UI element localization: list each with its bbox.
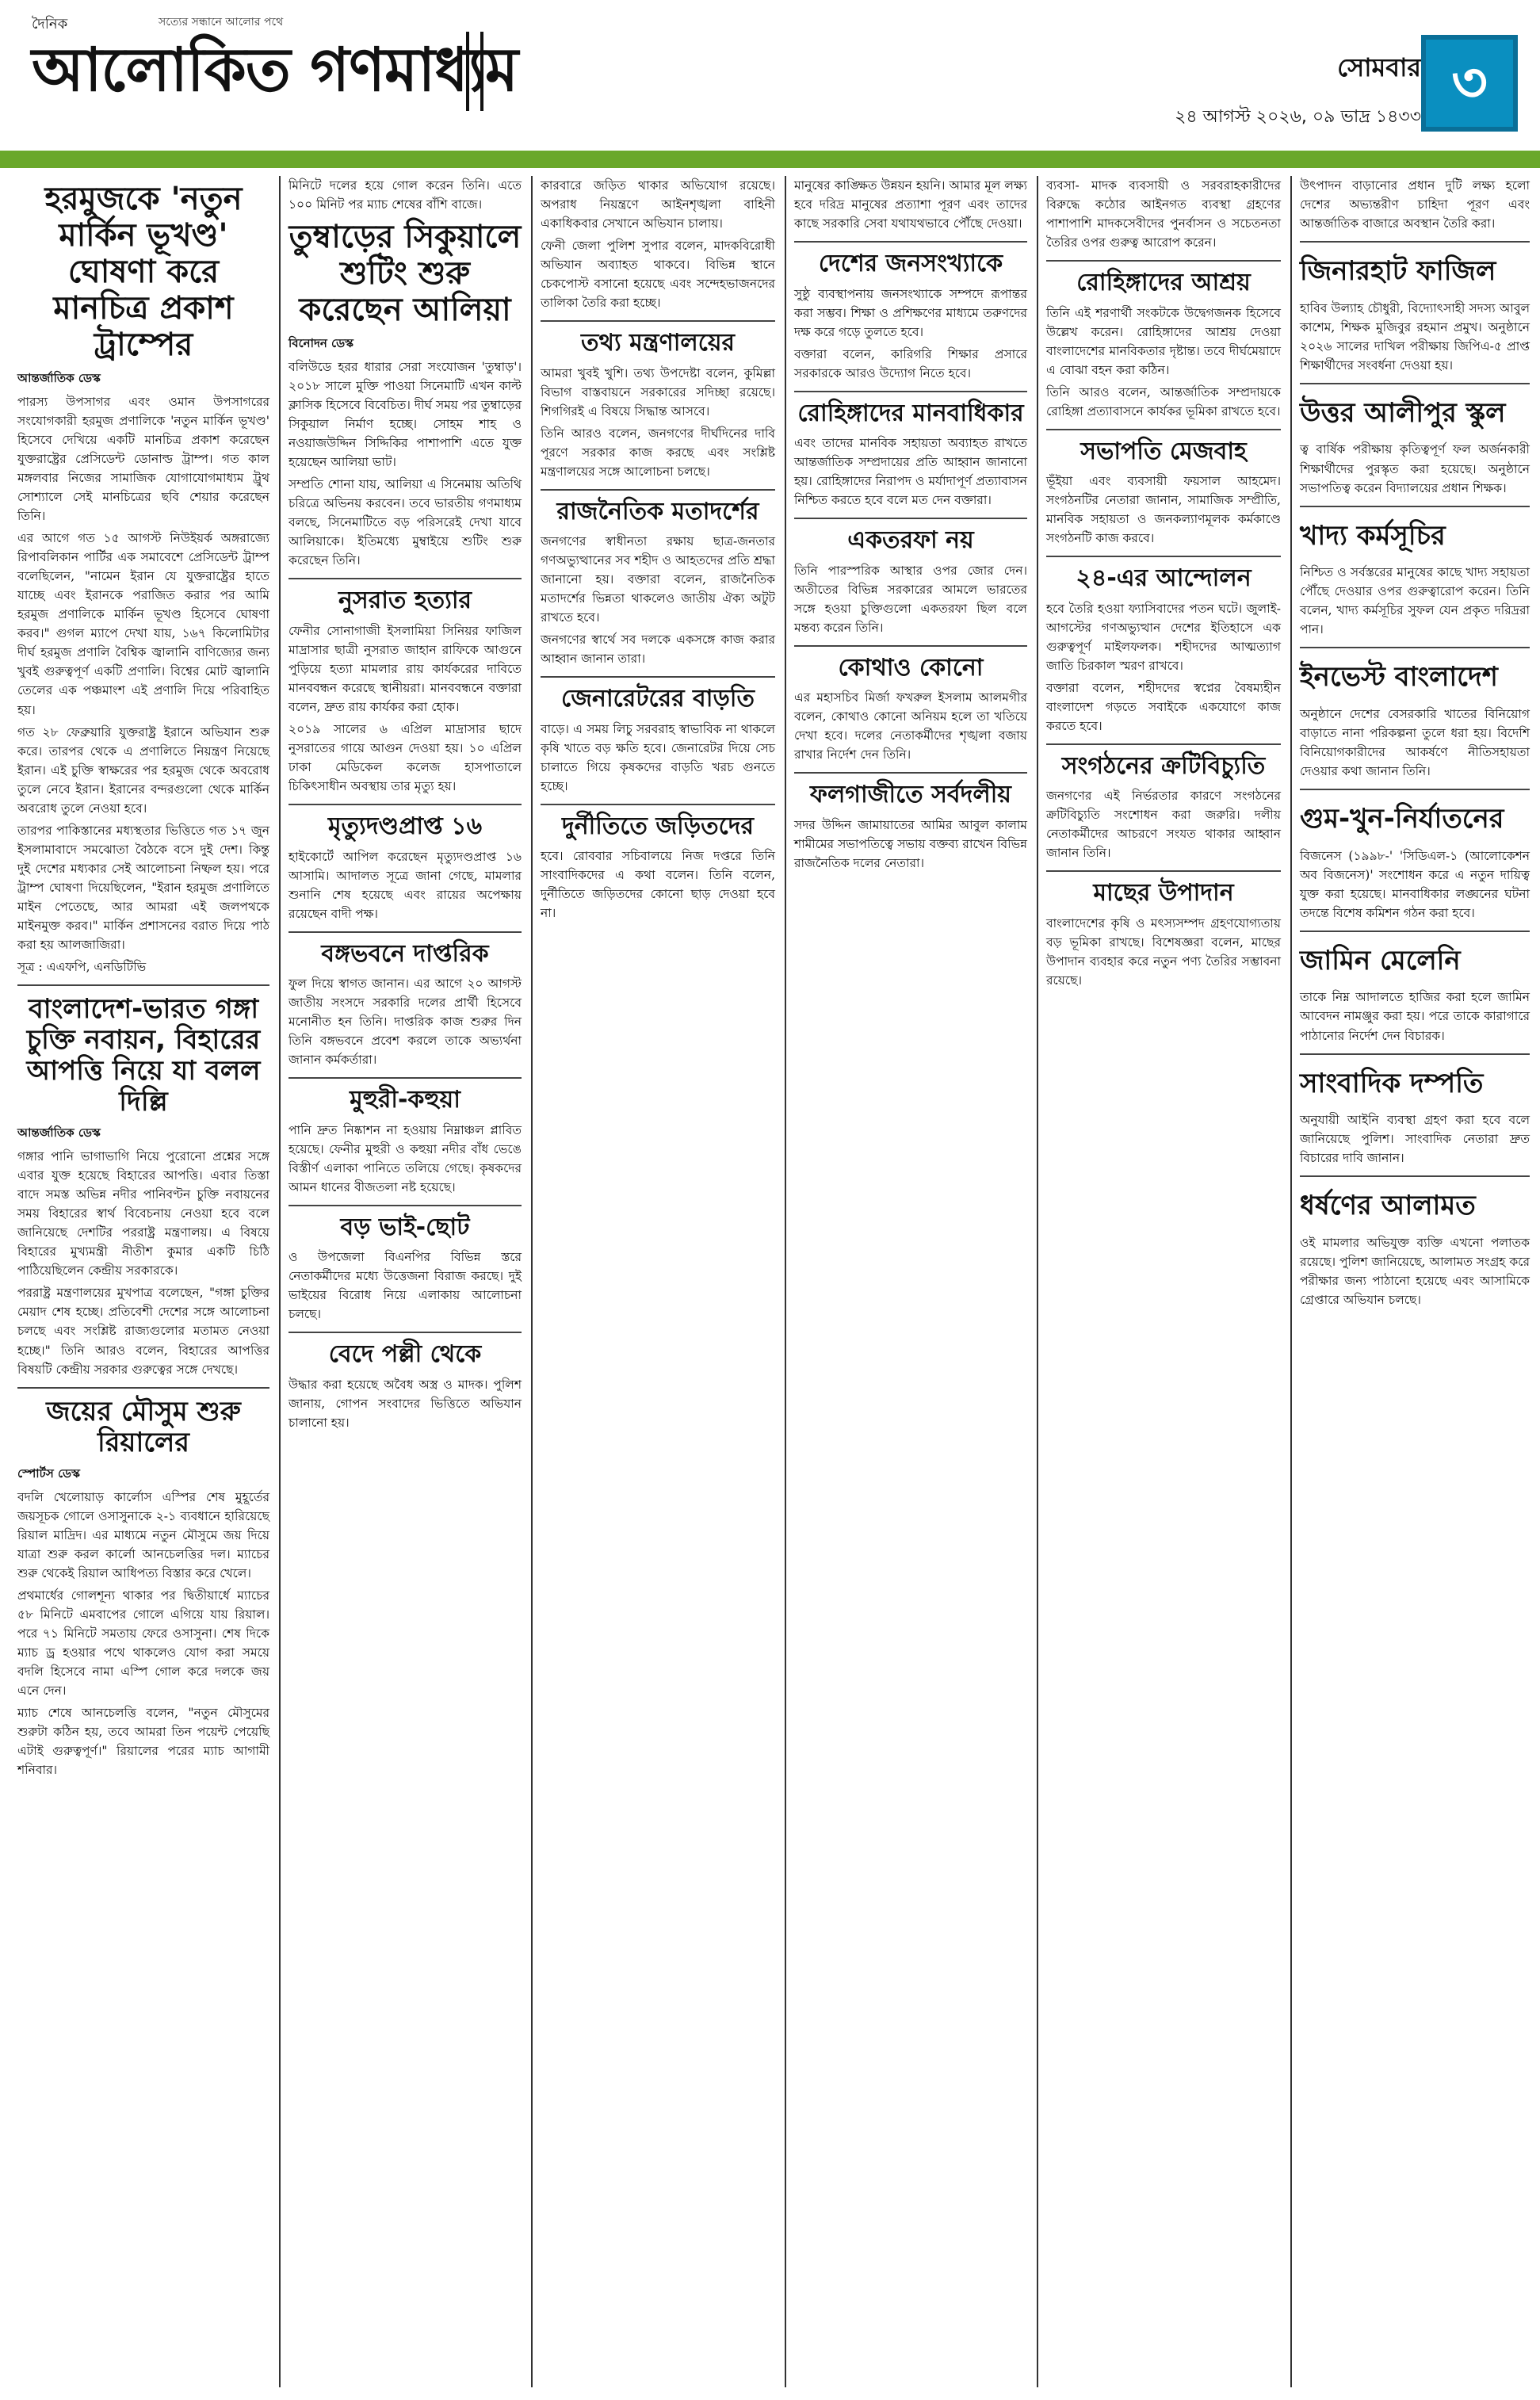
masthead	[0, 0, 1540, 154]
headline-info-ministry: তথ্য মন্ত্রণালয়ের	[581, 329, 735, 357]
article-paragraph: বক্তারা বলেন, শহীদদের স্বপ্নের বৈষম্যহীন বাংলাদেশ গড়তে সবাইকে একযোগে কাজ করতে হবে।	[1046, 680, 1281, 733]
divider	[794, 241, 1027, 243]
article-paragraph: সম্প্রতি শোনা যায়, আলিয়া এ সিনেমায় অতিথি চরিত্রে অভিনয় করবেন। তবে ভারতীয় গণমাধ্যম বলছে, সিনেমাটিতে বড় পরিসরেই দেখা যাবে আলিয়াকে। ইতিমধ্যে মুম্বাইয়ে শুটিং শুরু করেছেন তিনি।	[289, 477, 522, 568]
article-paragraph: তিনি আরও বলেন, জনগণের দীর্ঘদিনের দাবি পূরণে সরকার কাজ করছে এবং সংশ্লিষ্ট মন্ত্রণালয়ের সঙ্গে আলোচনা চলছে।	[541, 426, 775, 479]
headline-population: দেশের জনসংখ্যাকে	[818, 250, 1003, 278]
article-paragraph: ব্যবসা- মাদক ব্যবসায়ী ও সরবরাহকারীদের বিরুদ্ধে কঠোর আইনগত ব্যবস্থা গ্রহণের পাশাপাশি মাদকসেবীদের পুনর্বাসন ও সচেতনতা তৈরির ওপর গুরুত্ব আরোপ করেন।	[1046, 178, 1281, 250]
masthead-tagline: সত্যের সন্ধানে আলোর পথে	[159, 16, 284, 29]
article-paragraph: অনুযায়ী আইনি ব্যবস্থা গ্রহণ করা হবে বলে জানিয়েছে পুলিশ। সাংবাদিক নেতারা দ্রুত বিচারের দাবি জানান।	[1300, 1113, 1530, 1166]
column-5	[1046, 176, 1281, 993]
headline-bangabhaban: বঙ্গভবনে দাপ্তরিক	[321, 939, 489, 968]
headline-organization-faults: সংগঠনের ক্রটিবিচ্যুতি	[1061, 751, 1266, 780]
article-paragraph: গত ২৮ ফেব্রুয়ারি যুক্তরাষ্ট্র ইরানে অভিযান শুরু করে। তারপর থেকে এ প্রণালিতে নিয়ন্ত্রণ নিয়েছে ইরান। এই চুক্তি স্বাক্ষরের পর হরমুজ থেকে অবরোধ তুলে নেবে ইরান। ইরানের বন্দরগুলো থেকে মার্কিন অবরোধ তুলে নেওয়া হবে।	[17, 724, 269, 816]
headline-bede-palli: বেদে পল্লী থেকে	[328, 1340, 482, 1369]
column-2	[289, 176, 522, 1435]
divider	[541, 320, 775, 322]
column-rule	[531, 176, 533, 2387]
article-paragraph: জনগণের স্বার্থে সব দলকে একসঙ্গে কাজ করার আহ্বান জানান তারা।	[541, 632, 775, 667]
divider	[1046, 260, 1281, 262]
divider	[289, 1205, 522, 1206]
headline-enforced-disappearance: গুম-খুন-নির্যাতনের	[1300, 803, 1504, 835]
divider	[289, 1332, 522, 1333]
article-paragraph: নিশ্চিত ও সর্বস্তরের মানুষের কাছে খাদ্য সহায়তা পৌঁছে দেওয়ার ওপর গুরুত্বারোপ করেন। তিনি বলেন, খাদ্য কর্মসূচির সুফল যেন প্রকৃত দরিদ্ররা পান।	[1300, 565, 1530, 637]
article-paragraph: বিজনেস (১৯৯৮-' 'সিডিএল-১ (আলোকেশন অব বিজনেস)' সংশোধন করে এ নতুন দায়িত্ব যুক্ত করা হয়েছে। মানবাধিকার লঙ্ঘনের ঘটনা তদন্তে বিশেষ কমিশন গঠন করা হবে।	[1300, 848, 1530, 920]
headline-24-movement: ২৪-এর আন্দোলন	[1076, 564, 1251, 593]
divider	[1300, 383, 1530, 384]
divider	[289, 931, 522, 933]
accent-bar	[0, 151, 1540, 168]
article-paragraph: সুষ্ঠু ব্যবস্থাপনায় জনসংখ্যাকে সম্পদে রূপান্তর করা সম্ভব। শিক্ষা ও প্রশিক্ষণের মাধ্যমে তরুণদের দক্ষ করে গড়ে তুলতে হবে।	[794, 286, 1027, 339]
article-paragraph: ওই মামলার অভিযুক্ত ব্যক্তি এখনো পলাতক রয়েছে। পুলিশ জানিয়েছে, আলামত সংগ্রহ করে পরীক্ষার জন্য পাঠানো হয়েছে এবং আসামিকে গ্রেপ্তারে অভিযান চলছে।	[1300, 1235, 1530, 1307]
divider	[1046, 743, 1281, 745]
headline-fish-ingredients: মাছের উপাদান	[1093, 879, 1234, 908]
divider	[1300, 1053, 1530, 1055]
divider	[1046, 429, 1281, 430]
divider	[1300, 506, 1530, 507]
column-rule	[1037, 176, 1038, 2387]
headline-food-program: খাদ্য কর্মসূচির	[1300, 519, 1446, 552]
headline-generator: জেনারেটরের বাড়তি	[561, 685, 755, 713]
headline-rohingya-rights: রোহিঙ্গাদের মানবাধিকার	[797, 399, 1024, 427]
headline-journalist-couple: সাংবাদিক দম্পতি	[1300, 1067, 1484, 1099]
article-paragraph: বদলি খেলোয়াড় কার্লোস এস্পির শেষ মুহূর্তের জয়সূচক গোলে ওসাসুনাকে ২-১ ব্যবধানে হারিয়েছে রিয়াল মাদ্রিদ। এর মাধ্যমে নতুন মৌসুমে জয় দিয়ে যাত্রা শুরু করল কার্লো আনচেলত্তির দল। ম্যাচের শুরু থেকেই রিয়াল আধিপত্য বিস্তার করে খেলে।	[17, 1489, 269, 1581]
article-paragraph: বক্তারা বলেন, কারিগরি শিক্ষার প্রসারে সরকারকে আরও উদ্যোগ নিতে হবে।	[794, 346, 1027, 380]
article-paragraph: উদ্ধার করা হয়েছে অবৈধ অস্ত্র ও মাদক। পুলিশ জানায়, গোপন সংবাদের ভিত্তিতে অভিযান চালানো হয়।	[289, 1377, 522, 1430]
headline-invest-bangladesh: ইনভেস্ট বাংলাদেশ	[1300, 661, 1498, 694]
divider	[17, 1387, 269, 1389]
article-paragraph: বাড়ে। এ সময় লিচু সরবরাহ স্বাভাবিক না থাকলে কৃষি খাতে বড় ক্ষতি হবে। জেনারেটর দিয়ে সেচ চালাতে গিয়ে কৃষকদের বাড়তি খরচ গুনতে হচ্ছে।	[541, 721, 775, 793]
column-rule	[785, 176, 786, 2387]
divider	[289, 1077, 522, 1079]
article-paragraph: এর আগে গত ১৫ আগস্ট নিউইয়র্ক অঙ্গরাজ্যে রিপাবলিকান পার্টির এক সমাবেশে প্রেসিডেন্ট ট্রাম্প বলেছিলেন, "নামেন ইরান যে যুক্তরাষ্ট্রের হাতে যাচ্ছে এবং ইরানকে পরাজিত করার পর আমি হরমুজ প্রণালিকে মার্কিন ভূখণ্ড হিসেবে ঘোষণা করব।" গুগল ম্যাপে দেখা যায়, ১৬৭ কিলোমিটার দীর্ঘ হরমুজ প্রণালি বৈশ্বিক জ্বালানি বাণিজ্যের জন্য খুবই গুরুত্বপূর্ণ একটি প্রণালি। বিশ্বের মোট জ্বালানি তেলের এক পঞ্চমাংশ এই প্রণালি দিয়ে পরিবাহিত হয়।	[17, 531, 269, 717]
headline-nusrat: নুসরাত হত্যার	[338, 587, 472, 615]
headline-jinarhat: জিনারহাট ফাজিল	[1300, 255, 1496, 288]
headline-rohingya-shelter: রোহিঙ্গাদের আশ্রয়	[1076, 269, 1251, 297]
desk-label: স্পোর্টস ডেস্ক	[17, 1466, 80, 1481]
divider	[794, 772, 1027, 774]
article-paragraph: মিনিটে দলের হয়ে গোল করেন তিনি। এতে ১০০ মিনিট পর ম্যাচ শেষের বাঁশি বাজে।	[289, 178, 522, 212]
headline-fulgazi: ফলগাজীতে সর্বদলীয়	[810, 781, 1011, 809]
masthead-small-label: দৈনিক	[32, 16, 68, 32]
article-paragraph: ও উপজেলা বিএনপির বিভিন্ন স্তরে নেতাকর্মীদের মধ্যে উত্তেজনা বিরাজ করছে। দুই ভাইয়ের বিরোধ নিয়ে এলাকায় আলোচনা চলছে।	[289, 1250, 522, 1322]
column-rule	[279, 176, 281, 2387]
headline-corruption: দুর্নীতিতে জড়িতদের	[561, 812, 755, 840]
column-6	[1300, 176, 1530, 1313]
article-paragraph: হবে। রোববার সচিবালয়ে নিজ দপ্তরে তিনি সাংবাদিকদের এ কথা বলেন। তিনি বলেন, দুর্নীতিতে জড়িতদের কোনো ছাড় দেওয়া হবে না।	[541, 849, 775, 921]
issue-day: সোমবার	[1337, 52, 1421, 82]
headline-tumbbad: তুম্বাড়ের সিকুয়ালে শুটিং শুরু করেছেন আলিয়া	[289, 219, 522, 329]
desk-label: বিনোদন ডেস্ক	[289, 336, 353, 351]
headline-one-sided: একতরফা নয়	[847, 526, 974, 555]
divider	[1300, 241, 1530, 243]
article-paragraph: বলিউডে হরর ধারার সেরা সংযোজন 'তুম্বাড়'। ২০১৮ সালে মুক্তি পাওয়া সিনেমাটি এখন কাল্ট ক্লাসিক হিসেবে বিবেচিত। দীর্ঘ সময় পর তুম্বাড়ের সিকুয়াল নির্মাণ হচ্ছে। সোহম শাহ ও নওয়াজউদ্দিন সিদ্দিকির পাশাপাশি এতে যুক্ত হয়েছেন আলিয়া ভাট।	[289, 360, 522, 470]
divider	[794, 391, 1027, 392]
article-paragraph: ফুল দিয়ে স্বাগত জানান। এর আগে ২০ আগস্ট জাতীয় সংসদে সরকারি দলের প্রার্থী হিসেবে মনোনীত হন তিনি। দাপ্তরিক কাজ শুরুর দিন তিনি বঙ্গভবনে প্রবেশ করলে তাকে অভ্যর্থনা জানান কর্মকর্তারা।	[289, 976, 522, 1068]
article-paragraph: কারবারে জড়িত থাকার অভিযোগ রয়েছে। অপরাধ নিয়ন্ত্রণে আইনশৃঙ্খলা বাহিনী একাধিকবার সেখানে অভিযান চালায়।	[541, 178, 775, 231]
column-1	[17, 176, 269, 1783]
article-paragraph: আমরা খুবই খুশি। তথ্য উপদেষ্টা বলেন, কুমিল্লা বিভাগ বাস্তবায়নে সরকারের সদিচ্ছা রয়েছে। শিগগিরই এ বিষয়ে সিদ্ধান্ত আসবে।	[541, 365, 775, 418]
divider	[1300, 789, 1530, 790]
page-number: ৩	[1421, 35, 1518, 132]
column-4	[794, 176, 1027, 876]
article-paragraph: ত্ব বার্ষিক পরীক্ষায় কৃতিত্বপূর্ণ ফল অর্জনকারী শিক্ষার্থীদের পুরস্কৃত করা হয়েছে। অনুষ্ঠানে সভাপতিত্ব করেন বিদ্যালয়ের প্রধান শিক্ষক।	[1300, 442, 1530, 495]
divider	[1300, 647, 1530, 648]
headline-hormuz: হরমুজকে 'নতুন মার্কিন ভূখণ্ড' ঘোষণা করে মানচিত্র প্রকাশ ট্রাম্পের	[44, 181, 243, 363]
article-paragraph: তিনি এই শরণার্থী সংকটকে উদ্বেগজনক হিসেবে উল্লেখ করেন। রোহিঙ্গাদের আশ্রয় দেওয়া বাংলাদেশের মানবিকতার দৃষ্টান্ত। তবে দীর্ঘমেয়াদে এ বোঝা বহন করা কঠিন।	[1046, 305, 1281, 377]
article-paragraph: পররাষ্ট্র মন্ত্রণালয়ের মুখপাত্র বলেছেন, "গঙ্গা চুক্তির মেয়াদ শেষ হচ্ছে। প্রতিবেশী দেশের সঙ্গে আলোচনা চলছে এবং সংশ্লিষ্ট রাজ্যগুলোর মতামত নেওয়া হচ্ছে।" তিনি আরও বলেন, বিহারের আপত্তির বিষয়টি কেন্দ্রীয় সরকার গুরুত্বের সঙ্গে দেখছে।	[17, 1286, 269, 1377]
desk-label: আন্তর্জাতিক ডেস্ক	[17, 1125, 101, 1141]
article-paragraph: জনগণের স্বাধীনতা রক্ষায় ছাত্র-জনতার গণঅভ্যুত্থানের সব শহীদ ও আহতদের প্রতি শ্রদ্ধা জানানো হয়। বক্তারা বলেন, রাজনৈতিক মতাদর্শের ভিন্নতা থাকলেও জাতীয় ঐক্য অটুট রাখতে হবে।	[541, 534, 775, 625]
article-paragraph: মানুষের কাঙ্ক্ষিত উন্নয়ন হয়নি। আমার মূল লক্ষ্য হবে দরিদ্র মানুষের প্রত্যাশা পূরণ এবং তাদের কাছে সরকারি সেবা যথাযথভাবে পৌঁছে দেওয়া।	[794, 178, 1027, 231]
article-paragraph: হাইকোর্টে আপিল করেছেন মৃত্যুদণ্ডপ্রাপ্ত ১৬ আসামি। আদালত সূত্রে জানা গেছে, মামলার শুনানি শেষ হয়েছে এবং রায়ের অপেক্ষায় রয়েছেন বাদী পক্ষ।	[289, 849, 522, 921]
headline-nowhere: কোথাও কোনো	[838, 653, 984, 682]
article-paragraph: প্রথমার্ধের গোলশূন্য থাকার পর দ্বিতীয়ার্ধে ম্যাচের ৫৮ মিনিটে এমবাপের গোলে এগিয়ে যায় রিয়াল। পরে ৭১ মিনিটে সমতায় ফেরে ওসাসুনা। শেষ দিকে ম্যাচ ড্র হওয়ার পথে থাকলেও যোগ করা সময়ে বদলি হিসেবে নামা এস্পি গোল করে দলকে জয় এনে দেন।	[17, 1588, 269, 1699]
divider	[1046, 870, 1281, 872]
article-paragraph: এর মহাসচিব মির্জা ফখরুল ইসলাম আলমগীর বলেন, কোথাও কোনো অনিয়ম হলে তা খতিয়ে দেখা হবে। দলের নেতাকর্মীদের শৃঙ্খলা বজায় রাখার নির্দেশ দেন তিনি।	[794, 690, 1027, 762]
article-paragraph: তারপর পাকিস্তানের মধ্যস্থতার ভিত্তিতে গত ১৭ জুন ইসলামাবাদে সমঝোতা বৈঠকে বসে দুই দেশ। কিন্তু দুই দেশের মধ্যকার সেই আলোচনা নিষ্ফল হয়। পরে ট্রাম্প ঘোষণা দিয়েছিলেন, "ইরান হরমুজ প্রণালিতে মাইন পেতেছে, আর আমরা এই জলপথকে মাইনমুক্ত করব।" মার্কিন প্রশাসনের বরাত দিয়ে পাঠ করা হয় আলজাজিরা।	[17, 823, 269, 952]
divider	[1300, 1175, 1530, 1177]
column-rule	[1290, 176, 1292, 2387]
article-paragraph: ফেনী জেলা পুলিশ সুপার বলেন, মাদকবিরোধী অভিযান অব্যাহত থাকবে। বিভিন্ন স্থানে চেকপোস্ট বসানো হয়েছে এবং সন্দেহভাজনদের তালিকা তৈরি করা হচ্ছে।	[541, 239, 775, 311]
divider	[541, 489, 775, 491]
newspaper-title: আলোকিত গণমাধ্যম	[32, 34, 518, 105]
masthead-divider	[466, 32, 483, 111]
article-source: সূত্র : এএফপি, এনডিটিভি	[17, 959, 147, 974]
headline-ganges-treaty: বাংলাদেশ-ভারত গঙ্গা চুক্তি নবায়ন, বিহারের আপত্তি নিয়ে যা বলল দিল্লি	[26, 992, 261, 1118]
column-3	[541, 176, 775, 926]
headline-political-ideology: রাজনৈতিক মতাদর্শের	[556, 497, 759, 525]
headline-muhuri: মুহুরী-কহুয়া	[350, 1086, 460, 1114]
issue-date: ২৪ আগস্ট ২০২৬, ০৯ ভাদ্র ১৪৩৩	[1175, 107, 1421, 127]
article-paragraph: বাংলাদেশের কৃষি ও মৎস্যসম্পদ গ্রহণযোগ্যতায় বড় ভূমিকা রাখছে। বিশেষজ্ঞরা বলেন, মাছের উপাদান ব্যবহার করে নতুন পণ্য তৈরির সম্ভাবনা রয়েছে।	[1046, 915, 1281, 988]
article-paragraph: ২০১৯ সালের ৬ এপ্রিল মাদ্রাসার ছাদে নুসরাতের গায়ে আগুন দেওয়া হয়। ১০ এপ্রিল ঢাকা মেডিকেল কলেজ হাসপাতালে চিকিৎসাধীন অবস্থায় তার মৃত্যু হয়।	[289, 722, 522, 794]
article-paragraph: ফেনীর সোনাগাজী ইসলামিয়া সিনিয়র ফাজিল মাদ্রাসার ছাত্রী নুসরাত জাহান রাফিকে আগুনে পুড়িয়ে হত্যা মামলার রায় কার্যকরের দাবিতে মানববন্ধন করেছে স্থানীয়রা। মানববন্ধনে বক্তারা বলেন, দ্রুত রায় কার্যকর করা হোক।	[289, 623, 522, 715]
divider	[17, 984, 269, 986]
article-paragraph: উৎপাদন বাড়ানোর প্রধান দুটি লক্ষ্য হলো দেশের অভ্যন্তরীণ চাহিদা পূরণ এবং আন্তর্জাতিক বাজারে অবস্থান তৈরি করা।	[1300, 178, 1530, 231]
article-paragraph: তাকে নিম্ন আদালতে হাজির করা হলে জামিন আবেদন নামঞ্জুর করা হয়। পরে তাকে কারাগারে পাঠানোর নির্দেশ দেন বিচারক।	[1300, 990, 1530, 1043]
article-paragraph: অনুষ্ঠানে দেশের বেসরকারি খাতের বিনিয়োগ বাড়াতে নানা পরিকল্পনা তুলে ধরা হয়। বিদেশি বিনিয়োগকারীদের আকর্ষণে নীতিসহায়তা দেওয়ার কথা জানান তিনি।	[1300, 706, 1530, 779]
desk-label: আন্তর্জাতিক ডেস্ক	[17, 371, 101, 385]
article-paragraph: ভূঁইয়া এবং ব্যবসায়ী ফয়সাল আহমেদ। সংগঠনটির নেতারা জানান, সামাজিক সম্প্রীতি, মানবিক সহায়তা ও জনকল্যাণমূলক কর্মকাণ্ডে সংগঠনটি কাজ করবে।	[1046, 474, 1281, 546]
headline-no-bail: জামিন মেলেনি	[1300, 944, 1461, 976]
headline-brothers: বড় ভাই-ছোট	[340, 1213, 470, 1241]
divider	[541, 804, 775, 805]
divider	[541, 676, 775, 678]
divider	[289, 578, 522, 579]
headline-president-mezbah: সভাপতি মেজবাহ	[1080, 437, 1247, 465]
divider	[794, 518, 1027, 519]
divider	[794, 645, 1027, 647]
article-paragraph: এবং তাদের মানবিক সহায়তা অব্যাহত রাখতে আন্তর্জাতিক সম্প্রদায়ের প্রতি আহ্বান জানানো হয়। রোহিঙ্গাদের নিরাপদ ও মর্যাদাপূর্ণ প্রত্যাবাসন নিশ্চিত করতে হবে বলে মত দেন বক্তারা।	[794, 436, 1027, 508]
article-paragraph: তিনি আরও বলেন, আন্তর্জাতিক সম্প্রদায়কে রোহিঙ্গা প্রত্যাবাসনে কার্যকর ভূমিকা রাখতে হবে।	[1046, 384, 1281, 418]
article-paragraph: সদর উদ্দিন জামায়াতের আমির আবুল কালাম শামীমের সভাপতিত্বে সভায় বক্তব্য রাখেন বিভিন্ন রাজনৈতিক দলের নেতারা।	[794, 817, 1027, 870]
article-paragraph: হাবিব উল্যাহ চৌধুরী, বিদ্যোৎসাহী সদস্য আবুল কাশেম, শিক্ষক মুজিবুর রহমান প্রমুখ। অনুষ্ঠানে ২০২৬ সালের দাখিল পরীক্ষায় জিপিএ-৫ প্রাপ্ত শিক্ষার্থীদের সংবর্ধনা দেওয়া হয়।	[1300, 300, 1530, 373]
headline-real-madrid: জয়ের মৌসুম শুরু রিয়ালের	[46, 1395, 241, 1458]
article-paragraph: পারস্য উপসাগর এবং ওমান উপসাগরের সংযোগকারী হরমুজ প্রণালিকে 'নতুন মার্কিন ভূখণ্ড' হিসেবে দেখিয়ে একটি মানচিত্র প্রকাশ করেছেন যুক্তরাষ্ট্রের প্রেসিডেন্ট ডোনাল্ড ট্রাম্প। গত কাল মঙ্গলবার নিজের সামাজিক যোগাযোগমাধ্যম ট্রুথ সোশ্যালে সেই মানচিত্রের ছবি শেয়ার করেছেন তিনি।	[17, 395, 269, 524]
article-paragraph: তিনি পারস্পরিক আস্থার ওপর জোর দেন। অতীতের বিভিন্ন সরকারের আমলে ভারতের সঙ্গে হওয়া চুক্তিগুলো একতরফা ছিল বলে মন্তব্য করেন তিনি।	[794, 563, 1027, 635]
article-paragraph: হবে তৈরি হওয়া ফ্যাসিবাদের পতন ঘটে। জুলাই-আগস্টের গণঅভ্যুত্থান দেশের ইতিহাসে এক গুরুত্বপূর্ণ মাইলফলক। শহীদদের আত্মত্যাগ জাতি চিরকাল স্মরণ রাখবে।	[1046, 601, 1281, 673]
article-paragraph: ম্যাচ শেষে আনচেলত্তি বলেন, "নতুন মৌসুমের শুরুটা কঠিন হয়, তবে আমরা তিন পয়েন্ট পেয়েছি এটাই গুরুত্বপূর্ণ।" রিয়ালের পরের ম্যাচ আগামী শনিবার।	[17, 1706, 269, 1778]
divider	[289, 804, 522, 805]
article-paragraph: জনগণের এই নির্ভরতার কারণে সংগঠনের ক্রটিবিচ্যুতি সংশোধন করা জরুরি। দলীয় নেতাকর্মীদের আচরণে সংযত থাকার আহ্বান জানান তিনি।	[1046, 789, 1281, 861]
headline-alipur-school: উত্তর আলীপুর স্কুল	[1300, 396, 1506, 429]
article-paragraph: পানি দ্রুত নিষ্কাশন না হওয়ায় নিম্নাঞ্চল প্লাবিত হয়েছে। ফেনীর মুহুরী ও কহুয়া নদীর বাঁধ ভেঙে বিস্তীর্ণ এলাকা পানিতে তলিয়ে গেছে। কৃষকদের আমন ধানের বীজতলা নষ্ট হয়েছে।	[289, 1122, 522, 1194]
divider	[1046, 556, 1281, 557]
headline-rape-evidence: ধর্ষণের আলামত	[1300, 1190, 1476, 1222]
headline-death-sentence: মৃত্যুদণ্ডপ্রাপ্ত ১৬	[327, 812, 483, 841]
article-paragraph: গঙ্গার পানি ভাগাভাগি নিয়ে পুরোনো প্রশ্নের সঙ্গে এবার যুক্ত হয়েছে বিহারের আপত্তি। এবার তিস্তা বাদে সমস্ত অভিন্ন নদীর পানিবণ্টন চুক্তি নবায়নের সময় বিহারের স্বার্থ বিবেচনায় নেওয়া হবে বলে জানিয়েছে দেশটির পররাষ্ট্র মন্ত্রণালয়। এ বিষয়ে বিহারের মুখ্যমন্ত্রী নীতীশ কুমার একটি চিঠি পাঠিয়েছিলেন কেন্দ্রীয় সরকারকে।	[17, 1149, 269, 1278]
divider	[1300, 931, 1530, 932]
